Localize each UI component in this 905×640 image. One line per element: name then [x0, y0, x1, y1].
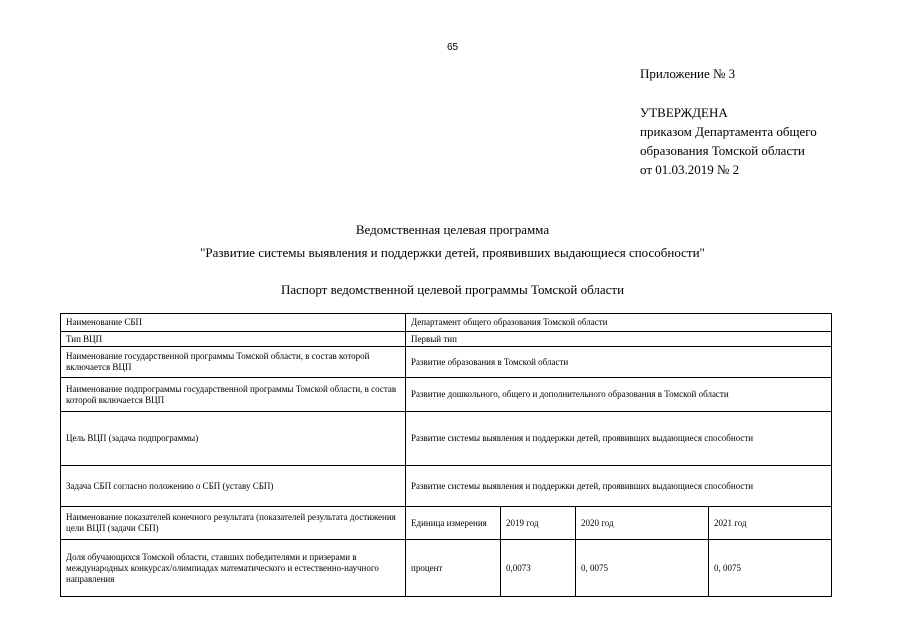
approval-line: образования Томской области	[640, 143, 805, 158]
indicator-value-2019: 0,0073	[501, 540, 576, 597]
year-header-2019: 2019 год	[501, 507, 576, 540]
approval-block	[640, 103, 817, 179]
row-value: Развитие системы выявления и поддержки детей, проявивших выдающиеся способности	[406, 412, 832, 466]
approval-line: от 01.03.2019 № 2	[640, 162, 740, 177]
table-row	[61, 332, 832, 347]
passport-title: Паспорт ведомственной целевой программы Томской области	[280, 282, 625, 297]
indicator-value-2021: 0, 0075	[709, 540, 832, 597]
row-value: Развитие дошкольного, общего и дополнительного образования в Томской области	[406, 378, 832, 412]
indicator-row	[61, 540, 832, 597]
year-header-2021: 2021 год	[709, 507, 832, 540]
passport-table	[60, 313, 832, 597]
approval-line: приказом Департамента общего	[640, 124, 817, 139]
year-header-2020: 2020 год	[576, 507, 709, 540]
row-value: Развитие системы выявления и поддержки детей, проявивших выдающиеся способности	[406, 466, 832, 507]
indicator-label: Доля обучающихся Томской области, ставших победителями и призерами в международных конкурсах/олимпиадах математического и естественно-научного направления	[61, 540, 406, 597]
table-row	[61, 347, 832, 378]
table-row	[61, 314, 832, 332]
row-value: Развитие образования в Томской области	[406, 347, 832, 378]
unit-header: Единица измерения	[406, 507, 501, 540]
program-title: Ведомственная целевая программа	[355, 222, 550, 237]
row-label: Тип ВЦП	[61, 332, 406, 347]
indicators-header-row	[61, 507, 832, 540]
row-value: Департамент общего образования Томской области	[406, 314, 832, 332]
table-row	[61, 412, 832, 466]
approval-title: УТВЕРЖДЕНА	[640, 105, 728, 120]
page-number: 65	[446, 42, 459, 53]
row-label: Наименование СБП	[61, 314, 406, 332]
table-row	[61, 378, 832, 412]
program-name: "Развитие системы выявления и поддержки детей, проявивших выдающиеся способности"	[200, 245, 705, 260]
table-row	[61, 466, 832, 507]
indicator-unit: процент	[406, 540, 501, 597]
row-label: Цель ВЦП (задача подпрограммы)	[61, 412, 406, 466]
row-label: Задача СБП согласно положению о СБП (уставу СБП)	[61, 466, 406, 507]
appendix-label: Приложение № 3	[640, 66, 736, 81]
row-value: Первый тип	[406, 332, 832, 347]
indicators-header-label: Наименование показателей конечного результата (показателей результата достижения цели ВЦП (задачи СБП)	[61, 507, 406, 540]
indicator-value-2020: 0, 0075	[576, 540, 709, 597]
row-label: Наименование подпрограммы государственной программы Томской области, в состав которой включается ВЦП	[61, 378, 406, 412]
row-label: Наименование государственной программы Томской области, в состав которой включается ВЦП	[61, 347, 406, 378]
